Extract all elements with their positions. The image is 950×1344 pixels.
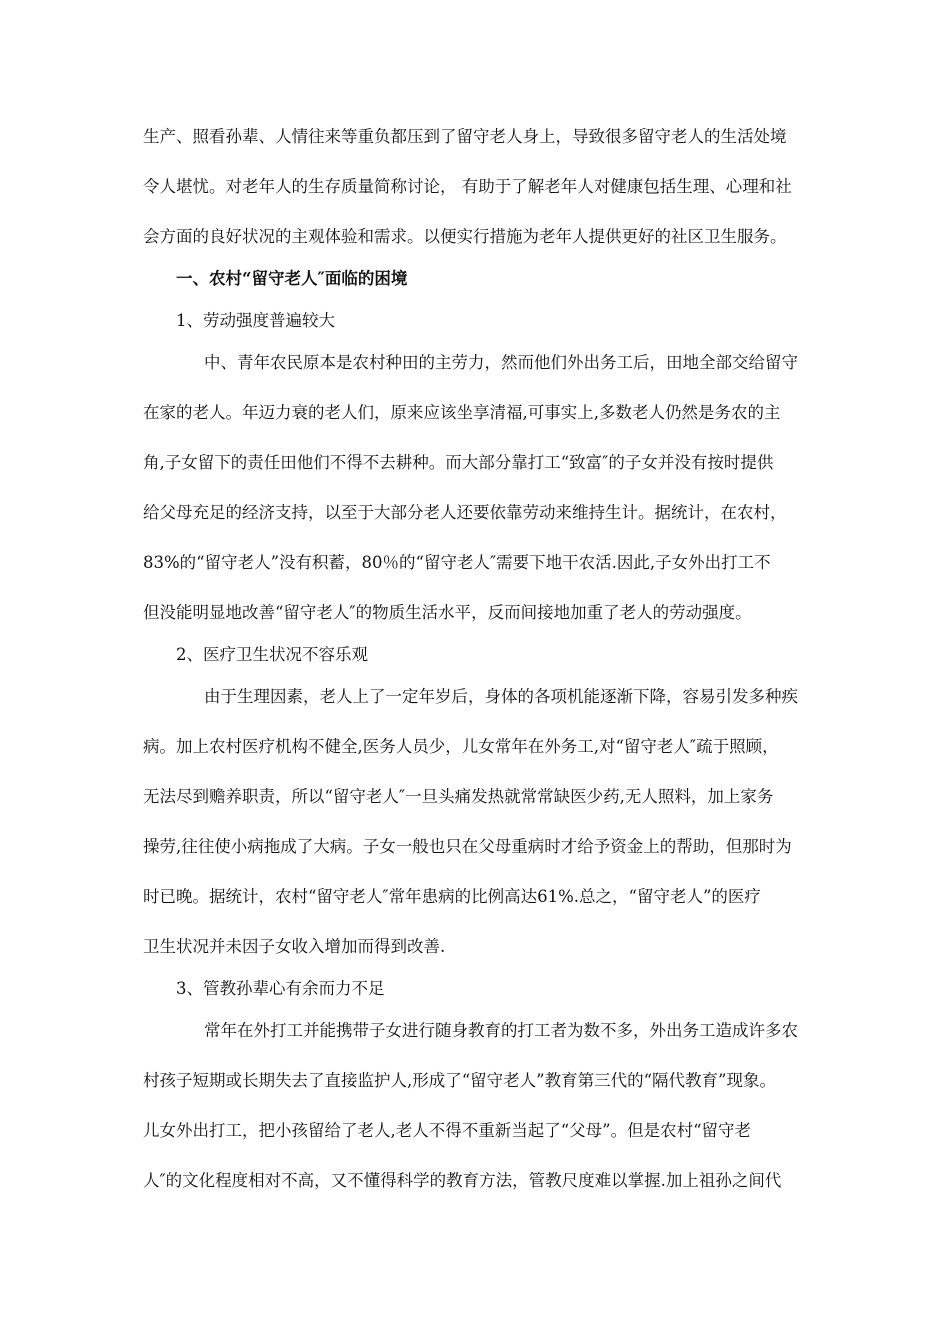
section-heading: 一、农村“留守老人″面临的困境 — [176, 269, 408, 288]
paragraph-line: 会方面的良好状况的主观体验和需求。以便实行措施为老年人提供更好的社区卫生服务。 — [143, 227, 787, 246]
paragraph-line: 在家的老人。年迈力衰的老人们，原来应该坐享清福,可事实上,多数老人仍然是务农的主 — [143, 403, 781, 422]
paragraph-line: 卫生状况并未因子女收入增加而得到改善. — [143, 937, 446, 956]
paragraph-line: 生产、照看孙辈、人情往来等重负都压到了留守老人身上，导致很多留守老人的生活处境 — [143, 127, 787, 146]
paragraph-line: 但没能明显地改善“留守老人″的物质生活水平，反而间接地加重了老人的劳动强度。 — [143, 603, 752, 622]
subsection-heading: 3、管教孙辈心有余而力不足 — [176, 979, 385, 998]
paragraph-line: 操劳,往往使小病拖成了大病。子女一般也只在父母重病时才给予资金上的帮助，但那时为 — [143, 837, 792, 856]
paragraph-line: 村孩子短期或长期失去了直接监护人,形成了“留守老人”教育第三代的“隔代教育”现象。 — [143, 1071, 776, 1090]
paragraph-line: 儿女外出打工，把小孩留给了老人,老人不得不重新当起了“父母”。但是农村“留守老 — [143, 1121, 752, 1140]
paragraph-line: 由于生理因素，老人上了一定年岁后，身体的各项机能逐渐下降，容易引发多种疾 — [204, 687, 798, 706]
paragraph-line: 病。加上农村医疗机构不健全,医务人员少，儿女常年在外务工,对“留守老人″疏于照顾， — [143, 737, 779, 756]
paragraph-line: 人″的文化程度相对不高，又不懂得科学的教育方法，管教尺度难以掌握.加上祖孙之间代 — [143, 1171, 782, 1190]
paragraph-line: 无法尽到赡养职责，所以“留守老人″一旦头痛发热就常常缺医少药,无人照料，加上家务 — [143, 787, 774, 806]
paragraph-line: 中、青年农民原本是农村种田的主劳力，然而他们外出务工后，田地全部交给留守 — [204, 353, 798, 372]
paragraph-line: 时已晚。据统计，农村“留守老人″常年患病的比例高达61%.总之，“留守老人”的医疗 — [143, 887, 761, 906]
subsection-heading: 1、劳动强度普遍较大 — [176, 311, 335, 330]
paragraph-line: 令人堪忧。对老年人的生存质量简称讨论， 有助于了解老年人对健康包括生理、心理和社 — [143, 177, 792, 196]
paragraph-line: 角,子女留下的责任田他们不得不去耕种。而大部分靠打工“致富″的子女并没有按时提供 — [143, 453, 774, 472]
paragraph-line: 给父母充足的经济支持，以至于大部分老人还要依靠劳动来维持生计。据统计，在农村， — [143, 503, 787, 522]
paragraph-line: 83%的“留守老人”没有积蓄，80％的“留守老人″需要下地干农活.因此,子女外出打工不 — [143, 553, 771, 572]
paragraph-line: 常年在外打工并能携带子女进行随身教育的打工者为数不多，外出务工造成许多农 — [204, 1021, 798, 1040]
subsection-heading: 2、医疗卫生状况不容乐观 — [176, 645, 368, 664]
